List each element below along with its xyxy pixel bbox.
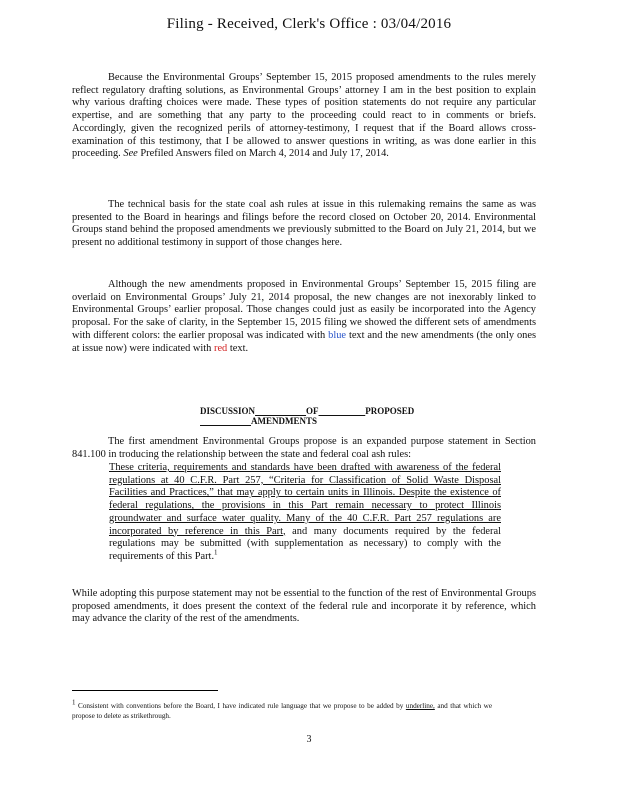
paragraph-first-amendment [72,436,536,461]
heading-word: AMENDMENTS [251,416,318,426]
blue-text-label: blue [328,329,347,341]
paragraph-purpose-conclusion [72,588,536,626]
quote-underlined-text: These criteria, requirements and standards have been drafted with awareness of the federal regulations at 40 C.F.R. Part 257, “Criteria for Classification of Solid Waste Disposal Facilities and Practices,” that may apply to certain units in Illinois. Despite the existence of federal regulations, the provisions in this Part remain necessary to protect Illinois groundwater and surface water quality. Many of the 40 C.F.R. Part 257 regulations are incorporated by reference in this Part, [109,462,501,537]
paragraph-text: The technical basis for the state coal ash rules at issue in this rulemaking remains the same as was presented to the Board in hearings and filings before the record closed on October 20, 2014. Environmental Groups stand behind the proposed amendments we previously submitted to the Board on July 21, 2014, but we present no additional testimony in support of those changes here. [72,199,536,249]
heading-word: DISCUSSION [200,406,256,416]
paragraph-text-tail: Prefiled Answers filed on March 4, 2014 and July 17, 2014. [140,148,389,160]
section-heading [200,406,454,426]
paragraph-text-end: text. [229,342,249,354]
paragraph-text: The first amendment Environmental Groups propose is an expanded purpose statement in Section 841.100 in troducing the relationship between the state and federal coal ash rules: [72,436,536,460]
heading-word: OF [306,406,319,416]
red-text-label: red [213,342,228,354]
page-number: 3 [306,734,312,745]
block-quote-purpose-statement [109,462,501,564]
footnote-text-tail: and that which we propose to delete as strikethrough. [72,702,493,720]
footnote-number: 1 [72,698,76,707]
paragraph-text: While adopting this purpose statement may not be essential to the function of the rest of Environmental Groups proposed amendments, it does present the context of the federal rule and incorporate it by reference, which may advance the clarity of the rest of the amendments. [72,588,536,625]
footnote-divider [72,690,218,691]
quote-plain-text: and many documents required by the federal regulations may be submitted (with supplementation as necessary) to comply with the requirements of this Part. [109,525,501,562]
footnote-reference: 1 [214,548,218,557]
paragraph-technical-basis [72,199,536,250]
see-signal: See [123,148,138,160]
heading-word: PROPOSED [365,406,415,416]
filing-stamp-header: Filing - Received, Clerk's Office : 03/04/2016 [166,16,452,32]
footnote [72,698,493,721]
footnote-underline-word: underline, [405,702,435,710]
paragraph-new-amendments [72,279,536,355]
paragraph-text: Because the Environmental Groups’ September 15, 2015 proposed amendments to the rules merely reflect regulatory drafting solutions, as Environmental Groups’ attorney I am in the best position to explain why various drafting choices were made. These types of position statements do not require any particular expertise, and are something that any party to the proceeding could react to in comments or briefs. Accordingly, given the recognized perils of attorney-testimony, I request that if the Board allows cross-examination of this testimony, that I be allowed to answer questions in writing, as was done earlier in this proceeding. [72,72,536,160]
paragraph-text: Although the new amendments proposed in Environmental Groups’ September 15, 2015 filing are overlaid on Environmental Groups’ July 21, 2014 proposal, the new changes are not inexorably linked to Environmental Groups’ earlier proposal. Those changes could just as easily be incorporated into the Agency proposal. For the sake of clarity, in the September 15, 2015 filing we showed the different sets of amendments with different colors: the earlier proposal was indicated with [72,279,536,341]
footnote-text: Consistent with conventions before the Board, I have indicated rule language that we propose to be added by [78,702,404,710]
paragraph-text-mid: text and the new amendments (the only ones at issue now) were indicated with [72,329,536,354]
paragraph-attorney-position [72,72,536,161]
